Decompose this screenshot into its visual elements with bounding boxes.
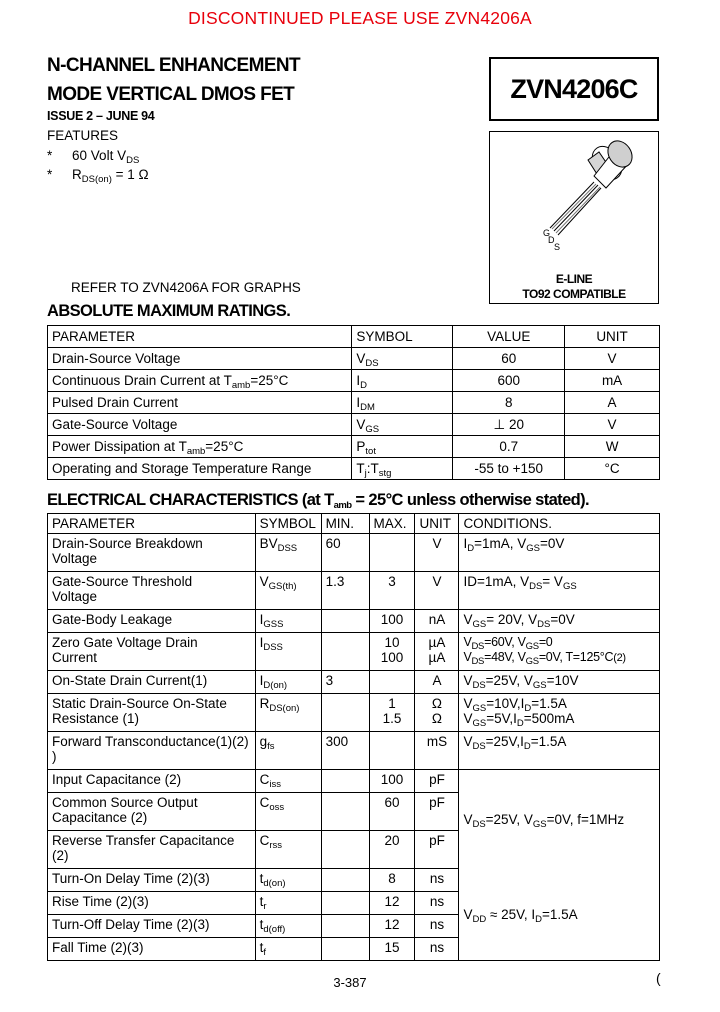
header-unit: UNIT [565,326,660,348]
package-label-to92: TO92 COMPATIBLE [522,287,626,301]
table-header-row: PARAMETER SYMBOL MIN. MAX. UNIT CONDITIONS. [48,514,660,534]
part-number: ZVN4206C [510,73,638,104]
table-row: Drain-Source Breakdown Voltage $BV_{DSS}$ 60 V $I_D=1mA$, $V_{GS}=0V$ [48,534,660,572]
page-number: 3-387 [333,975,367,990]
table-row: Turn-Off Delay Time (2)(3) $t_{d(off)}$ 12 ns [48,915,660,938]
absolute-max-ratings-table [47,325,660,480]
table-header-row [48,326,660,348]
table-row: Reverse Transfer Capacitance (2) $C_{rss}$ 20 pF [48,831,660,869]
table-row: Drain-Source Voltage $V_{DS}$ 60 V [48,348,660,370]
pin-s-label: S [554,242,561,252]
features-heading: FEATURES [47,128,119,143]
table-row: Continuous Drain Current at $T_{amb}=25^\circ C$ $I_D$ 600 mA [48,370,660,392]
table-row: Gate-Source Threshold Voltage $V_{GS(th)}$ 1.3 3 V ID=1mA, $V_{DS}= V_{GS}$ [48,572,660,610]
table-row: Fall Time (2)(3) $t_f$ 15 ns [48,938,660,961]
edge-mark: ( [656,970,661,986]
ec-heading: ELECTRICAL CHARACTERISTICS (at $T_{amb} = 25^\circ C$ unless otherwise stated). [47,491,590,511]
to92-package-drawing [490,132,658,252]
feature-item-vds: * 60 Volt $V_{DS}$ [47,148,140,166]
issue-line: ISSUE 2 – JUNE 94 [47,109,155,123]
table-row: Gate-Body Leakage $I_{GSS}$ 100 nA $V_{GS}= 20V$, $V_{DS}=0V$ [48,610,660,633]
table-row: Operating and Storage Temperature Range $T_j:T_{stg}$ -55 to +150 °C [48,458,660,480]
title-line-1: N-CHANNEL ENHANCEMENT [47,55,301,76]
pin-g-label: G [543,228,551,238]
package-box [489,131,659,304]
part-number-box [489,57,659,121]
pin-d-label: D [548,235,555,245]
package-label-eline: E-LINE [555,272,593,286]
header-symbol: SYMBOL [352,326,453,348]
table-row: Forward Transconductance(1)(2) ) $g_{fs}$ 300 mS $V_{DS}=25V,I_D=1.5A$ [48,732,660,770]
electrical-characteristics-table [47,513,660,961]
table-row: Common Source Output Capacitance (2) $C_{oss}$ 60 pF [48,793,660,831]
table-row: Gate-Source Voltage $V_{GS}$ ⊥ 20 V [48,414,660,436]
title-line-2: MODE VERTICAL DMOS FET [47,84,295,105]
table-row: Turn-On Delay Time (2)(3) $t_{d(on)}$ 8 ns $V_{DD} \approx 25V$, $I_D=1.5A$ [48,869,660,892]
table-row: Static Drain-Source On-State Resistance (1) $R_{DS(on)}$ 1 1.5 Ω Ω $V_{GS}=10V,I_D=1.5A$ $V_{GS}=5V,I_D=500mA$ [48,694,660,732]
header-value: VALUE [453,326,565,348]
refer-note: REFER TO ZVN4206A FOR GRAPHS [71,280,301,295]
amr-heading: ABSOLUTE MAXIMUM RATINGS. [47,302,291,320]
discontinued-banner: DISCONTINUED PLEASE USE ZVN4206A [188,8,532,28]
bullet-2: * [47,167,53,182]
header-parameter: PARAMETER [48,326,352,348]
feature-item-rds: * $R_{DS(on)} = 1$ Ω [47,167,149,185]
bullet-1: * [47,148,53,163]
table-row: Rise Time (2)(3) $t_r$ 12 ns [48,892,660,915]
table-row: Power Dissipation at $T_{amb}=25^\circ C$ $P_{tot}$ 0.7 W [48,436,660,458]
table-row: Pulsed Drain Current $I_{DM}$ 8 A [48,392,660,414]
table-row: Input Capacitance (2) $C_{iss}$ 100 pF $V_{DS}=25V$, $V_{GS}=0V$, f=1MHz [48,770,660,793]
table-row: On-State Drain Current(1) $I_{D(on)}$ 3 A $V_{DS}=25V$, $V_{GS}=10V$ [48,671,660,694]
table-row: Zero Gate Voltage Drain Current $I_{DSS}$ 10 100 µA µA $V_{DS}=60V$, $V_{GS}=0$ $V_{DS}=48V$, $V_{GS}=0V$, T=125°C(2) [48,633,660,671]
